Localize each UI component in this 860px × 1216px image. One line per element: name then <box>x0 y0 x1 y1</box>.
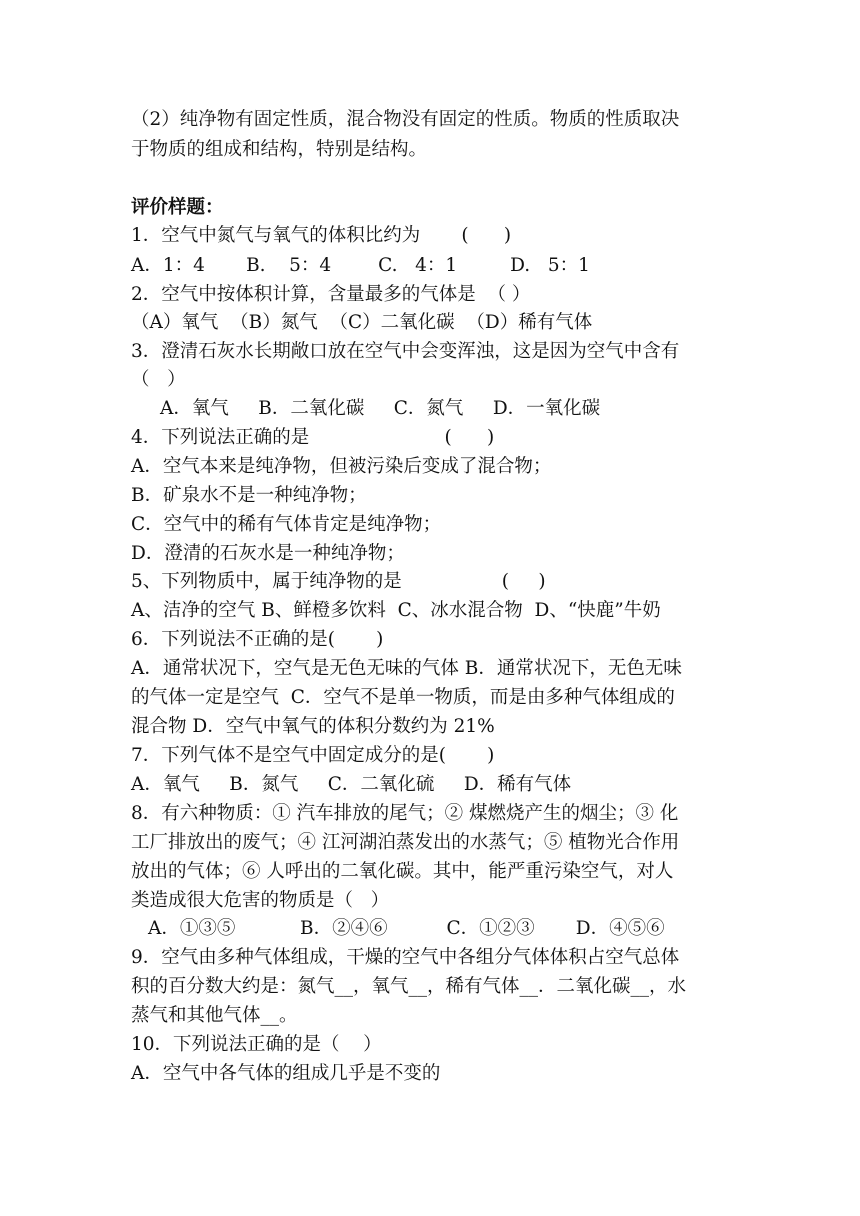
intro-line-1: （2）纯净物有固定性质，混合物没有固定的性质。物质的性质取决 <box>131 109 680 130</box>
q1-stem: 1．空气中氮气与氧气的体积比约为 ( ) <box>131 225 512 246</box>
q3-stem: 3．澄清石灰水长期敞口放在空气中会变浑浊，这是因为空气中含有 <box>131 341 680 362</box>
q10-option-a: A．空气中各气体的组成几乎是不变的 <box>131 1063 441 1084</box>
q1-options: A．1：4 B. 5：4 C. 4：1 D. 5：1 <box>131 255 590 276</box>
q6-line-3: 混合物 D．空气中氧气的体积分数约为 21% <box>131 716 495 737</box>
q4-option-a: A．空气本来是纯净物，但被污染后变成了混合物； <box>131 456 552 477</box>
q3-paren: （ ） <box>131 369 186 390</box>
q5-stem: 5、下列物质中，属于纯净物的是 ( ) <box>131 571 546 592</box>
q4-option-c: C．空气中的稀有气体肯定是纯净物； <box>131 514 442 535</box>
q8-options: A．①③⑤ B．②④⑥ C．①②③ D．④⑤⑥ <box>148 918 665 939</box>
q9-line-1: 9．空气由多种气体组成，干燥的空气中各组分气体体积占空气总体 <box>131 947 680 968</box>
q4-stem: 4．下列说法正确的是 ( ) <box>131 427 495 448</box>
q6-line-1: A．通常状况下，空气是无色无味的气体 B．通常状况下，无色无味 <box>131 658 682 679</box>
q6-stem: 6．下列说法不正确的是( ) <box>131 629 384 650</box>
q2-options: （A）氧气 （B）氮气 （C）二氧化碳 （D）稀有气体 <box>131 312 593 333</box>
q2-stem: 2．空气中按体积计算，含量最多的气体是 （ ） <box>131 284 531 305</box>
q7-options: A．氧气 B．氮气 C．二氧化硫 D．稀有气体 <box>131 774 572 795</box>
q9-line-3: 蒸气和其他气体__。 <box>131 1005 298 1026</box>
q10-stem: 10．下列说法正确的是（ ） <box>131 1034 382 1055</box>
q8-line-1: 8．有六种物质：① 汽车排放的尾气；② 煤燃烧产生的烟尘；③ 化 <box>131 803 679 824</box>
q6-line-2: 的气体一定是空气 C．空气不是单一物质，而是由多种气体组成的 <box>131 687 675 708</box>
intro-line-2: 于物质的组成和结构，特别是结构。 <box>131 139 428 160</box>
q4-option-b: B．矿泉水不是一种纯净物； <box>131 485 367 506</box>
q7-stem: 7．下列气体不是空气中固定成分的是( ) <box>131 745 495 766</box>
q3-options: A．氧气 B．二氧化碳 C．氮气 D．一氧化碳 <box>160 398 601 419</box>
q5-options: A、洁净的空气 B、鲜橙多饮料 C、冰水混合物 D、“快鹿”牛奶 <box>131 600 661 621</box>
q4-option-d: D．澄清的石灰水是一种纯净物； <box>131 543 405 564</box>
q8-line-3: 放出的气体；⑥ 人呼出的二氧化碳。其中，能严重污染空气，对人 <box>131 861 674 882</box>
q9-line-2: 积的百分数大约是：氮气__，氧气__，稀有气体__．二氧化碳__，水 <box>131 976 687 997</box>
q8-line-4: 类造成很大危害的物质是（ ） <box>131 890 390 911</box>
q8-line-2: 工厂排放出的废气；④ 江河湖泊蒸发出的水蒸气；⑤ 植物光合作用 <box>131 832 680 853</box>
section-heading: 评价样题： <box>131 197 224 218</box>
